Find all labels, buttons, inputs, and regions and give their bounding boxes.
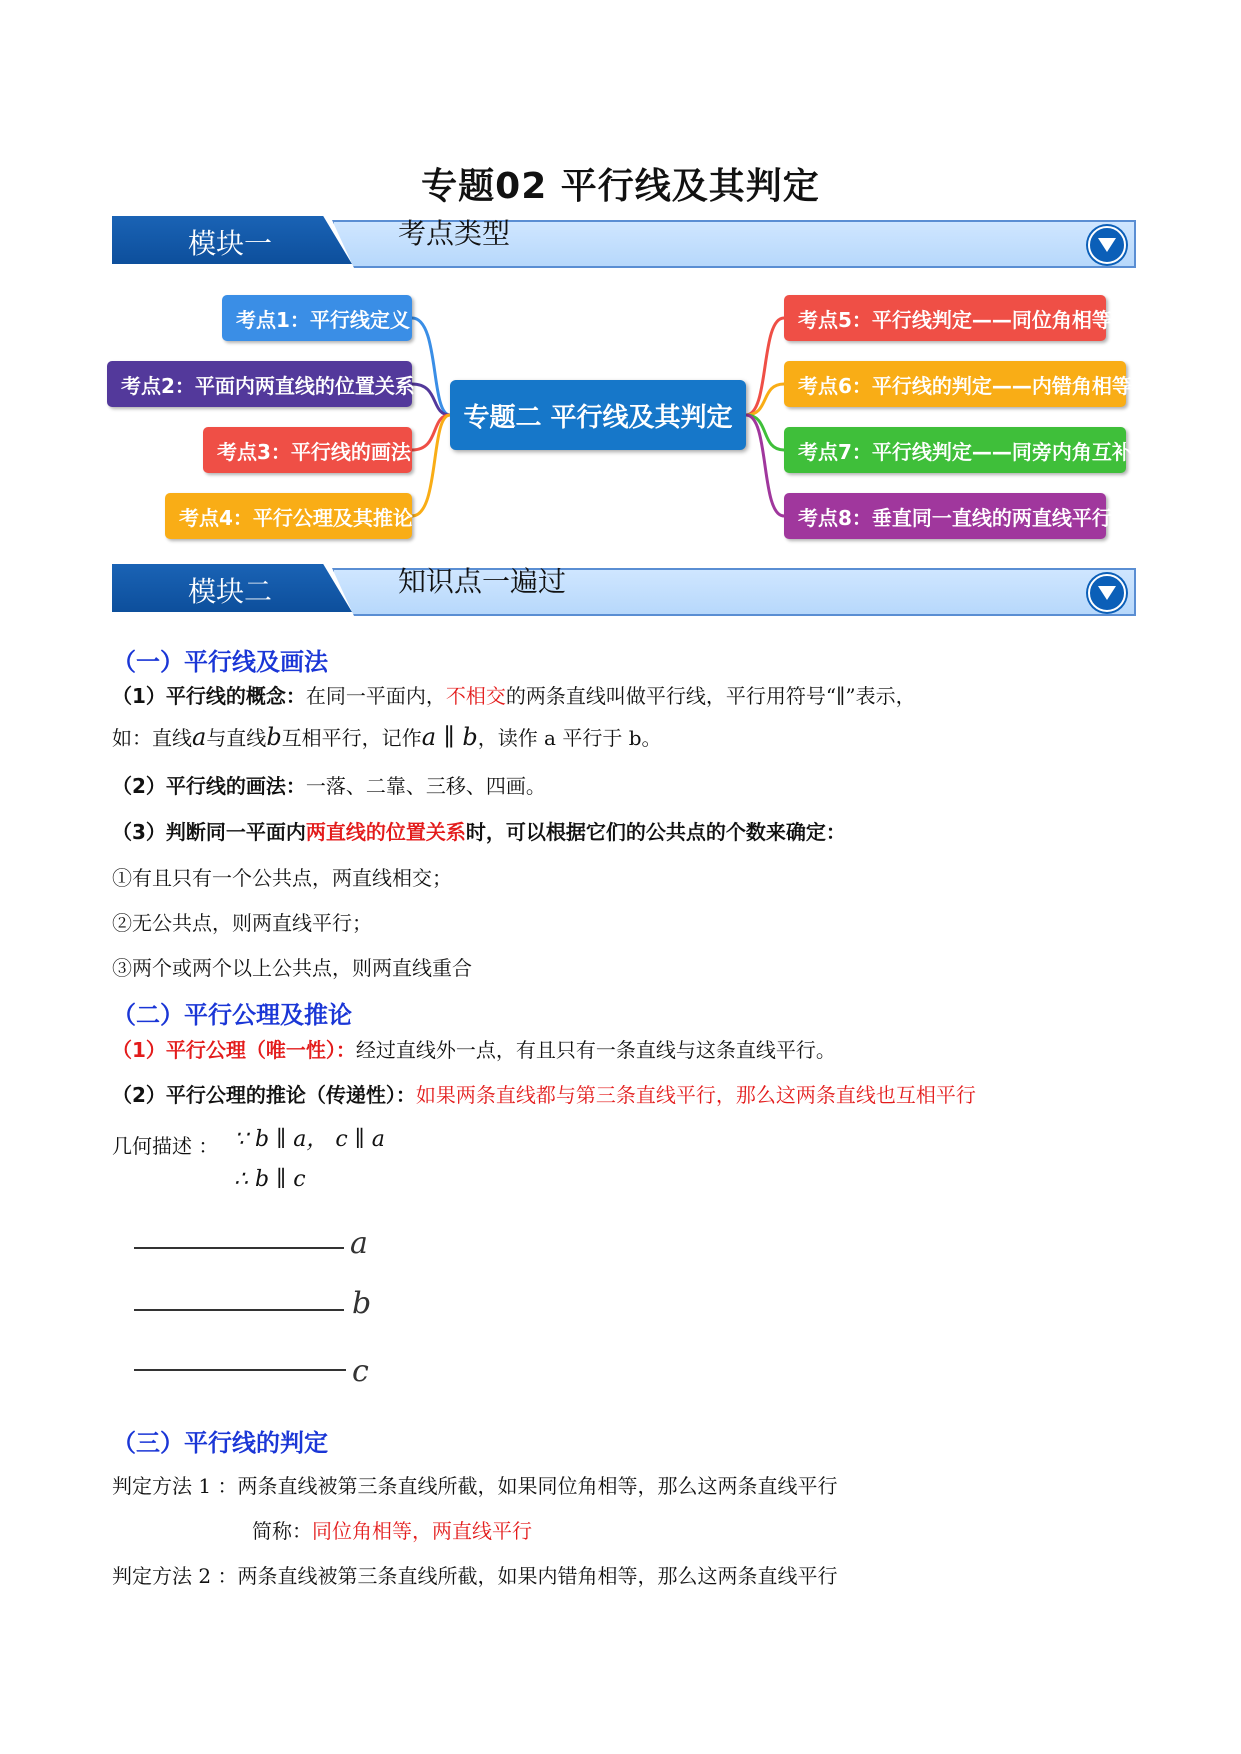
section-heading-3: （三）平行线的判定 (112, 1429, 328, 1457)
mindmap-node-5: 考点5：平行线判定——同位角相等 (784, 295, 1106, 341)
method-2: 判定方法 2 ：两条直线被第三条直线所截，如果内错角相等，那么这两条直线平行 (112, 1564, 838, 1588)
parallel-line-c (134, 1369, 346, 1371)
page-title: 专题02 平行线及其判定 (421, 166, 820, 207)
module-banner-2 (112, 560, 1140, 618)
math-expression: a ∥ b (421, 723, 478, 751)
mindmap-connectors (0, 0, 1241, 560)
text: 与直线 (206, 726, 267, 750)
mindmap-node-3: 考点3：平行线的画法 (203, 427, 412, 473)
paragraph-example (112, 722, 662, 751)
paragraph-corollary (112, 1079, 976, 1108)
module-heading: 考点类型 (398, 217, 511, 250)
geo-because: ∵ b ∥ a， c ∥ a (234, 1127, 385, 1152)
text: 时，可以根据它们的公共点的个数来确定： (465, 820, 846, 844)
highlight-text: 同位角相等，两直线平行 (312, 1519, 532, 1543)
connector-7 (746, 415, 784, 450)
mindmap-node-8: 考点8：垂直同一直线的两直线平行 (784, 493, 1106, 539)
text: 在同一平面内， (305, 684, 446, 708)
geo-therefore: ∴ b ∥ c (234, 1167, 306, 1192)
mindmap-node-1: 考点1：平行线定义 (222, 295, 412, 341)
method-1-short (252, 1515, 532, 1544)
mindmap-node-7: 考点7：平行线判定——同旁内角互补 (784, 427, 1126, 473)
list-item: ②无公共点，则两直线平行； (112, 911, 372, 935)
connector-4 (412, 415, 450, 516)
paragraph-axiom (112, 1034, 836, 1063)
text: 一落、二靠、三移、四画。 (305, 774, 546, 798)
label: 简称： (252, 1519, 312, 1543)
line-label-c: c (352, 1354, 369, 1389)
text: ，读作 a 平行于 b。 (477, 726, 662, 750)
paragraph-drawing (112, 770, 546, 799)
highlight-text: 如果两条直线都与第三条直线平行，那么这两条直线也互相平行 (415, 1083, 976, 1107)
label: （1）平行公理（唯一性）： (112, 1038, 356, 1062)
connector-6 (746, 384, 784, 415)
line-label-b: b (352, 1286, 372, 1321)
highlight-text: 两直线的位置关系 (305, 820, 466, 844)
mindmap-node-6: 考点6：平行线的判定——内错角相等 (784, 361, 1126, 407)
connector-1 (412, 318, 450, 415)
module-tag-label: 模块一 (188, 227, 273, 260)
highlight-text: 不相交 (445, 684, 506, 708)
list-item: ①有且只有一个公共点，两直线相交； (112, 866, 452, 890)
module-tag-label: 模块二 (188, 575, 273, 608)
label: （1）平行线的概念： (112, 684, 306, 708)
list-item: ③两个或两个以上公共点，则两直线重合 (112, 956, 472, 980)
text: 经过直线外一点，有且只有一条直线与这条直线平行。 (355, 1038, 836, 1062)
label: （2）平行公理的推论（传递性）： (112, 1083, 416, 1107)
section-heading-2: （二）平行公理及推论 (112, 1001, 352, 1029)
chevron-down-icon[interactable] (1088, 574, 1126, 612)
text: （3）判断同一平面内 (112, 820, 306, 844)
method-1: 判定方法 1 ：两条直线被第三条直线所截，如果同位角相等，那么这两条直线平行 (112, 1474, 838, 1498)
label: （2）平行线的画法： (112, 774, 306, 798)
paragraph-judge (112, 816, 846, 845)
geo-description-label: 几何描述 ： (112, 1134, 219, 1158)
parallel-line-a (134, 1247, 344, 1249)
text: 如：直线 (112, 726, 192, 750)
line-label-a: a (350, 1226, 368, 1261)
math-b: b (266, 723, 282, 751)
math-a: a (192, 723, 207, 751)
mindmap-node-4: 考点4：平行公理及其推论 (165, 493, 412, 539)
parallel-line-b (134, 1309, 344, 1311)
mindmap-node-2: 考点2：平面内两直线的位置关系 (107, 361, 412, 407)
text: 互相平行，记作 (281, 726, 422, 750)
paragraph-concept (112, 680, 916, 709)
section-heading-1: （一）平行线及画法 (112, 648, 328, 676)
module-heading: 知识点一遍过 (398, 565, 567, 598)
mindmap-center-node: 专题二 平行线及其判定 (450, 380, 746, 450)
text: 的两条直线叫做平行线，平行用符号“∥”表示， (505, 684, 916, 708)
